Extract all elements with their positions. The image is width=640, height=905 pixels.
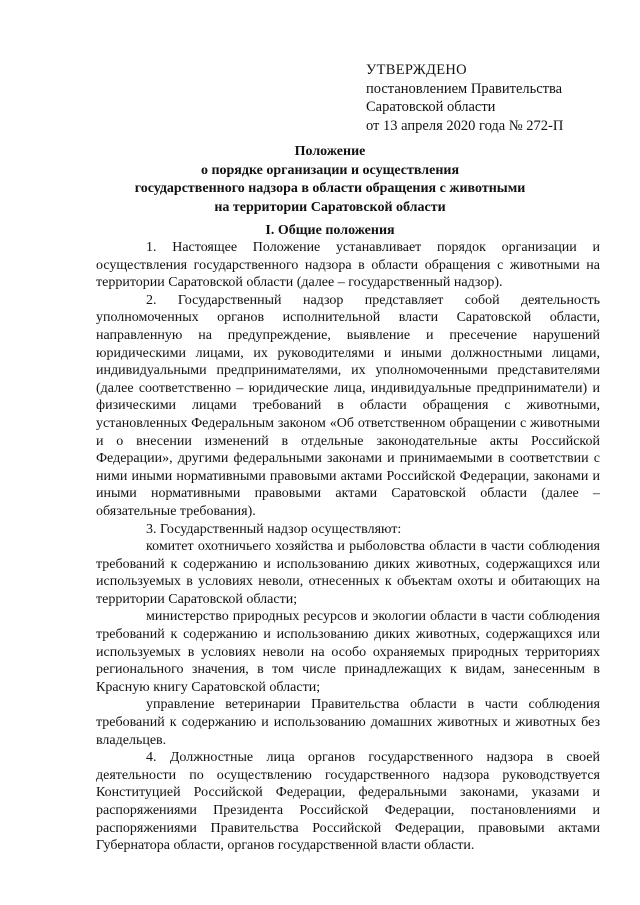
approval-line-approved: УТВЕРЖДЕНО — [366, 62, 467, 78]
paragraph-3-item-hunting: комитет охотничьего хозяйства и рыболовства области в части соблюдения требований к содержанию и использованию диких животных, содержащихся или используемых в условиях неволи, отнесенных к объектам охоты и обитающих на территории Саратовской области; — [96, 539, 600, 607]
approval-line-region: Саратовской области — [366, 99, 496, 116]
paragraph-3-item-nature: министерство природных ресурсов и экологии области в части соблюдения требований к содержанию и использованию диких животных, содержащихся или используемых в условиях неволи на особо охраняемых природных территориях регионального значения, в том числе принадлежащих к видам, занесенным в Красную книгу Саратовской области; — [96, 609, 600, 695]
approval-line-resolution: постановлением Правительства — [366, 80, 563, 97]
paragraph-1: 1. Настоящее Положение устанавливает порядок организации и осуществления государственного надзора в области обращения с животными на территории Саратовской области (далее – государственный надзор). — [96, 240, 600, 291]
paragraph-4: 4. Должностные лица органов государственного надзора в своей деятельности по осуществлению государственного надзора руководствуется Конституцией Российской Федерации, федеральными законами, указами и распоряжениями Президента Российской Федерации, постановлениями и распоряжениями Правительства Российской Федерации, правовыми актами Губернатора области, органов государственной власти области. — [96, 750, 600, 854]
paragraph-3-item-veterinary: управление ветеринарии Правительства области в части соблюдения требований к содержанию и использованию домашних животных и животных без владельцев. — [96, 697, 600, 748]
document-title — [60, 143, 600, 217]
title-line-1: Положение — [294, 144, 366, 159]
approval-stamp — [366, 61, 563, 135]
document-body — [96, 239, 600, 855]
paragraph-2: 2. Государственный надзор представляет собой деятельность уполномоченных органов исполнительной власти Саратовской области, направленную на предупреждение, выявление и пресечение нарушений юридическими лицами, их руководителями и иными должностными лицами, индивидуальными предпринимателями, их уполномоченными представителями (далее соответственно – юридические лица, индивидуальные предприниматели) и физическими лицами требований в области обращения с животными, установленных Федеральным законом «Об ответственном обращении с животными и о внесении изменений в отдельные законодательные акты Российской Федерации», другими федеральными законами и принимаемыми в соответствии с ними иными нормативными правовыми актами Российской Федерации, законами и иными нормативными правовыми актами Саратовской области (далее – обязательные требования). — [96, 292, 600, 519]
section-heading: I. Общие положения — [265, 223, 395, 238]
paragraph-3: 3. Государственный надзор осуществляют: — [146, 521, 402, 537]
title-line-3: государственного надзора в области обращения с животными — [134, 181, 526, 197]
approval-line-date: от 13 апреля 2020 года № 272-П — [366, 117, 564, 134]
title-line-2: о порядке организации и осуществления — [200, 162, 460, 178]
title-line-4: на территории Саратовской области — [214, 199, 446, 215]
